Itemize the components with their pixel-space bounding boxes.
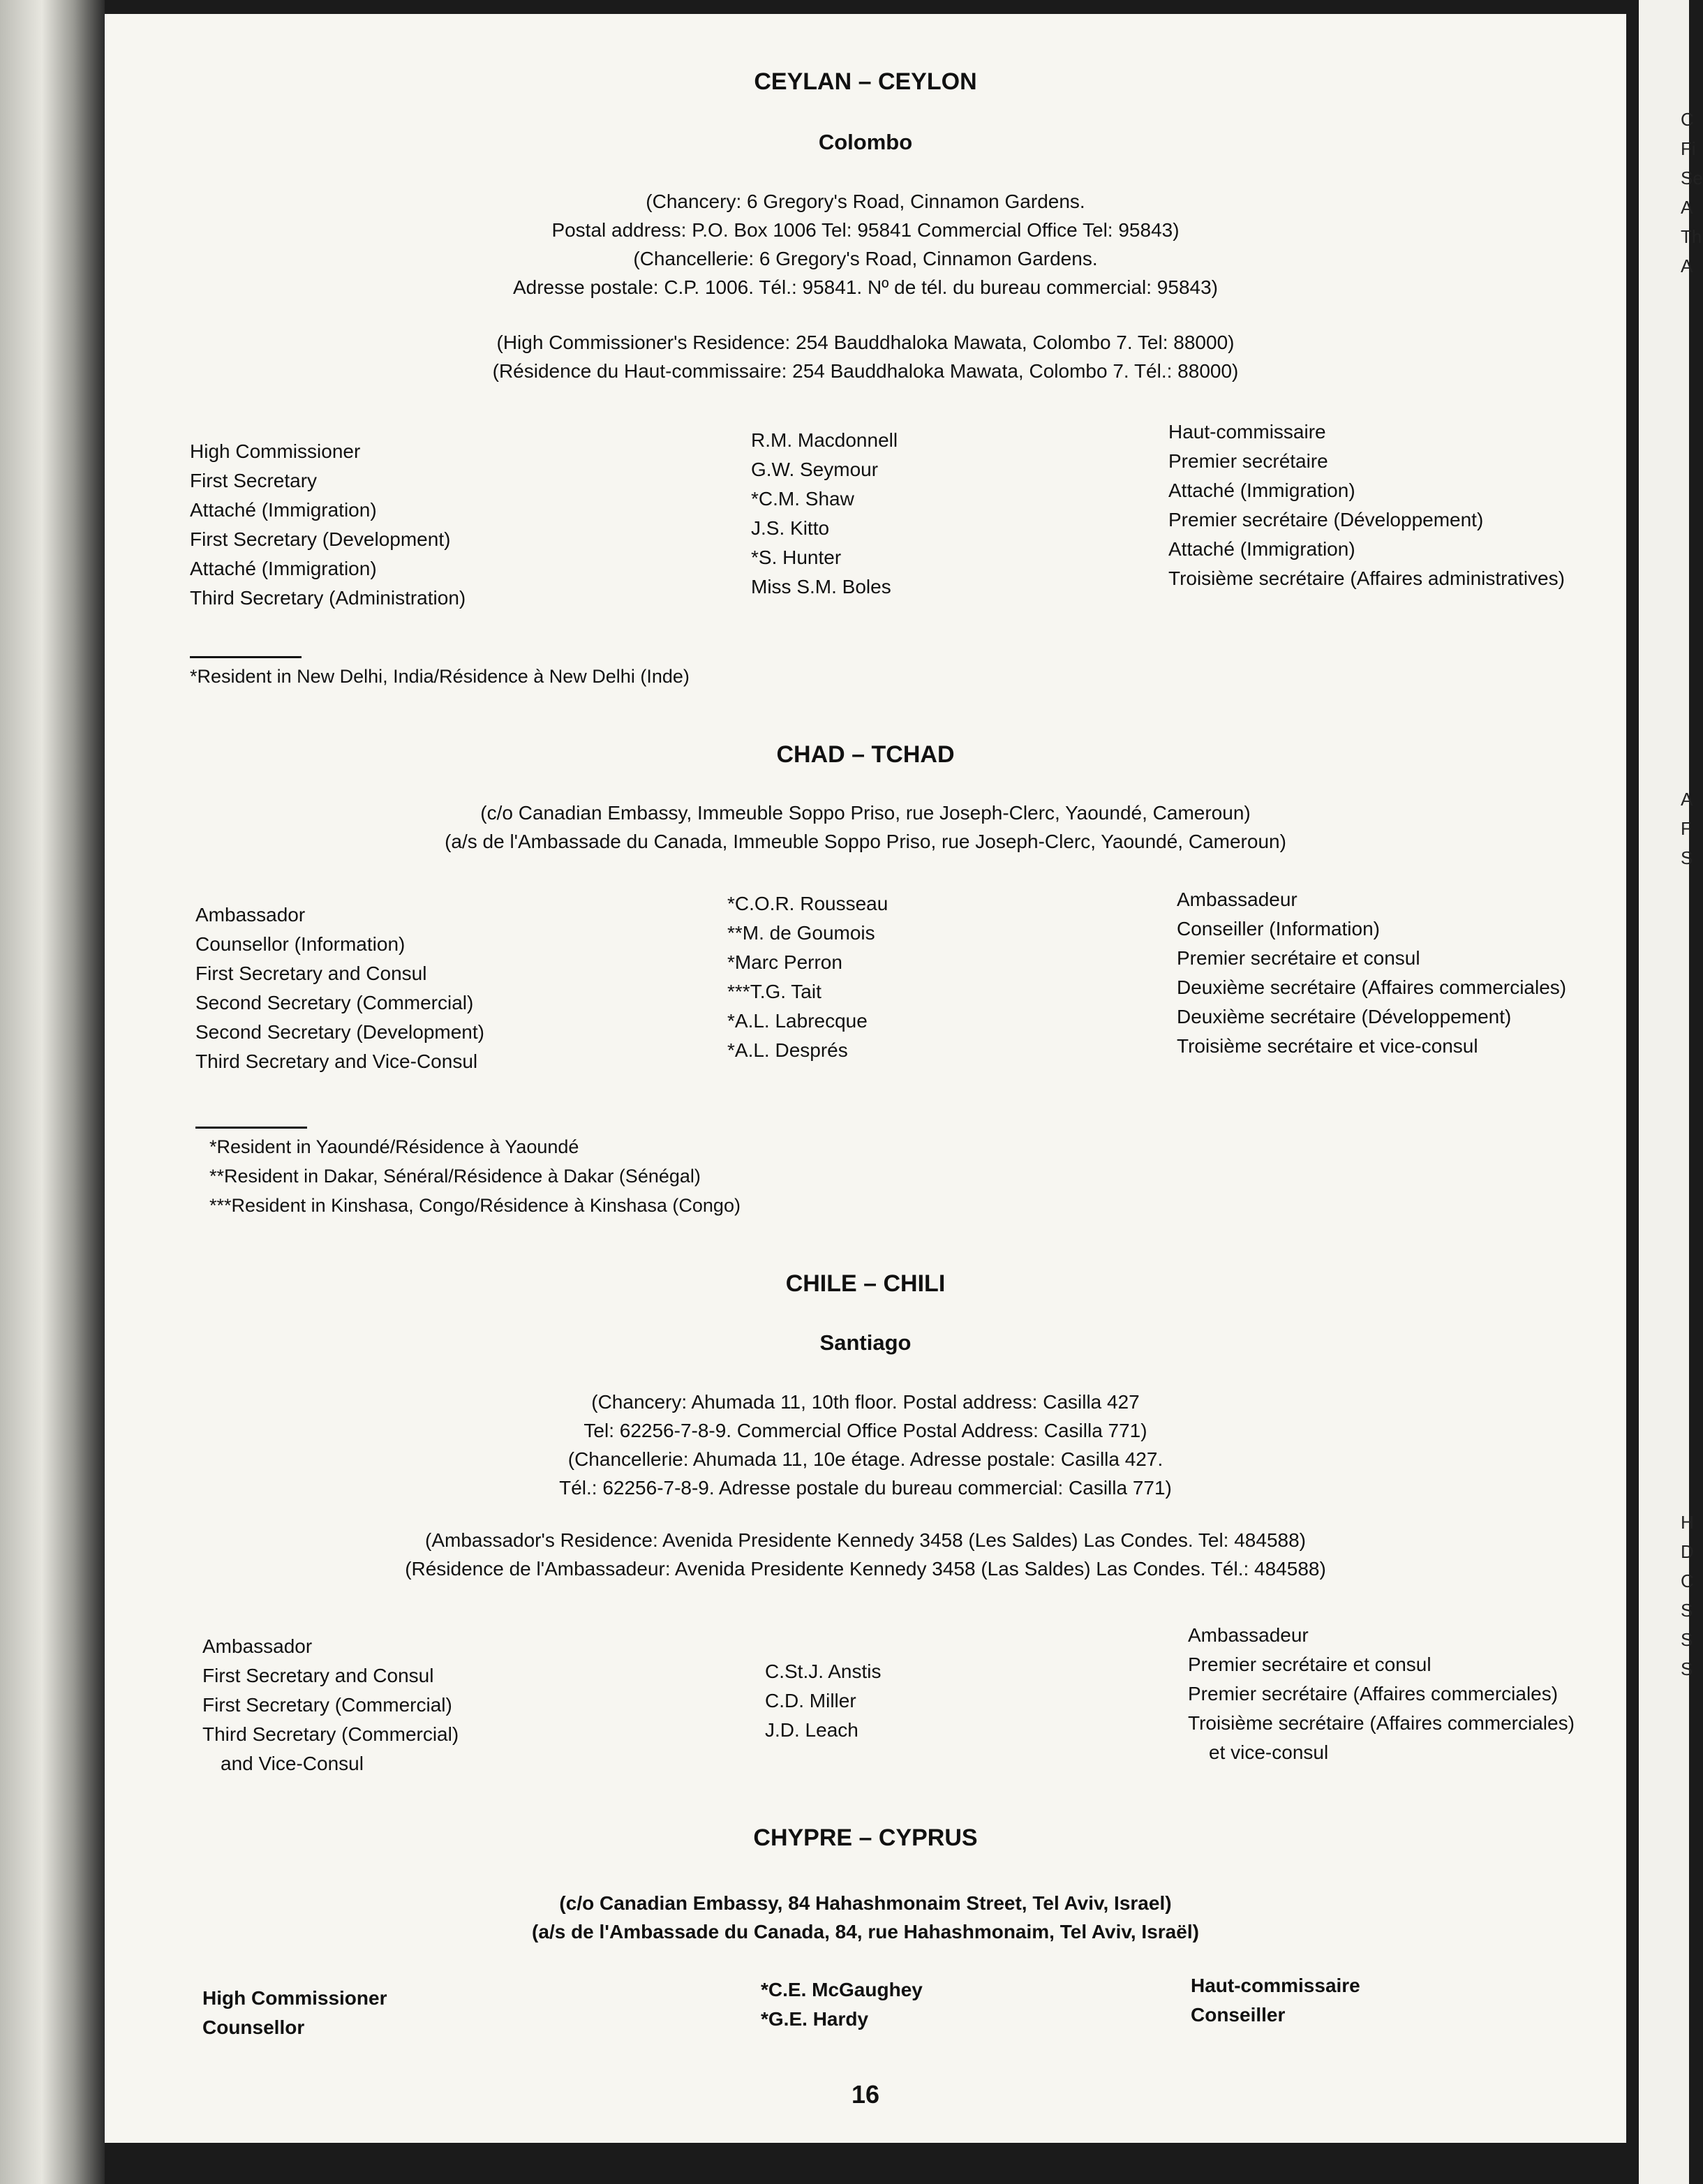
- address-line: (Chancery: 6 Gregory's Road, Cinnamon Gardens.: [646, 191, 1085, 212]
- staff-name: *S. Hunter: [751, 547, 842, 568]
- section-title-cyprus: CHYPRE – CYPRUS: [753, 1825, 978, 1851]
- facing-text: Se: [1681, 168, 1703, 188]
- city-colombo: Colombo: [818, 130, 913, 154]
- facing-text: H: [1681, 1512, 1694, 1533]
- title-fr: Haut-commissaire: [1191, 1975, 1360, 1996]
- footnote-rule: [190, 656, 302, 658]
- title-en: First Secretary and Consul: [195, 963, 427, 984]
- staff-name: *Marc Perron: [727, 951, 842, 973]
- chile-titles-en: [202, 1632, 459, 1778]
- staff-name: J.S. Kitto: [751, 517, 830, 539]
- address-line: (Chancellerie: 6 Gregory's Road, Cinnamon Gardens.: [633, 248, 1098, 269]
- chile-residence: [105, 1526, 1626, 1583]
- facing-text: F: [1681, 818, 1692, 839]
- facing-text: S: [1681, 847, 1693, 868]
- cyprus-titles-en: [202, 1984, 387, 2042]
- facing-text: S: [1681, 1600, 1693, 1621]
- title-fr: Troisième secrétaire et vice-consul: [1177, 1035, 1478, 1057]
- facing-text: C: [1681, 1570, 1694, 1591]
- address-line: (a/s de l'Ambassade du Canada, Immeuble Soppo Priso, rue Joseph-Clerc, Yaoundé, Cameroun): [445, 831, 1286, 852]
- footnote: *Resident in Yaoundé/Résidence à Yaoundé: [209, 1136, 579, 1157]
- facing-page-text-middle: [1681, 785, 1693, 872]
- title-fr: Premier secrétaire et consul: [1177, 947, 1420, 969]
- title-en: Third Secretary (Commercial): [202, 1723, 459, 1745]
- address-line: (a/s de l'Ambassade du Canada, 84, rue Hahashmonaim, Tel Aviv, Israël): [532, 1921, 1199, 1942]
- staff-name: J.D. Leach: [765, 1719, 858, 1741]
- facing-text: A: [1681, 255, 1693, 276]
- title-en: Counsellor: [202, 2016, 305, 2038]
- title-fr: Premier secrétaire (Affaires commerciales): [1188, 1683, 1559, 1704]
- title-fr: Attaché (Immigration): [1168, 538, 1355, 560]
- chile-names: [765, 1657, 882, 1745]
- staff-name: **M. de Goumois: [727, 922, 875, 944]
- footnote-rule: [195, 1127, 307, 1129]
- title-en: Second Secretary (Commercial): [195, 992, 474, 1013]
- title-en: First Secretary: [190, 470, 318, 491]
- residence-line: (High Commissioner's Residence: 254 Bauddhaloka Mawata, Colombo 7. Tel: 88000): [496, 332, 1235, 353]
- address-line: (c/o Canadian Embassy, Immeuble Soppo Priso, rue Joseph-Clerc, Yaoundé, Cameroun): [480, 802, 1251, 824]
- ceylon-titles-en: [190, 437, 466, 613]
- facing-text: D: [1681, 1541, 1694, 1562]
- title-en: Third Secretary and Vice-Consul: [195, 1050, 478, 1072]
- facing-page-text-top: [1681, 105, 1703, 281]
- ceylon-address: [105, 187, 1626, 302]
- residence-line: (Résidence de l'Ambassadeur: Avenida Presidente Kennedy 3458 (Las Saldes) Las Condes. Tél.: 484588): [405, 1558, 1326, 1580]
- footnote: ***Resident in Kinshasa, Congo/Résidence à Kinshasa (Congo): [209, 1195, 741, 1216]
- chad-titles-en: [195, 900, 484, 1076]
- book-binding-shadow: [0, 0, 105, 2184]
- facing-text: A: [1681, 789, 1693, 810]
- chad-names: [717, 889, 888, 1065]
- document-page: [105, 14, 1626, 2143]
- title-en: First Secretary (Development): [190, 528, 451, 550]
- chile-address: [105, 1388, 1626, 1502]
- facing-text: A: [1681, 197, 1693, 218]
- facing-text: Th: [1681, 226, 1702, 247]
- cyprus-titles-fr: [1191, 1971, 1360, 2030]
- title-fr: Premier secrétaire: [1168, 450, 1328, 472]
- facing-text: S: [1681, 1629, 1693, 1650]
- cyprus-names: [761, 1975, 923, 2034]
- city-santiago: Santiago: [819, 1330, 912, 1355]
- address-line: (Chancellerie: Ahumada 11, 10e étage. Adresse postale: Casilla 427.: [567, 1448, 1163, 1470]
- title-fr: Troisième secrétaire (Affaires commerciales): [1188, 1712, 1575, 1734]
- staff-name: *G.E. Hardy: [761, 2008, 869, 2030]
- title-en: High Commissioner: [202, 1987, 387, 2009]
- chile-titles-fr: [1188, 1621, 1575, 1767]
- title-fr: Troisième secrétaire (Affaires administratives): [1168, 567, 1565, 589]
- residence-line: (Ambassador's Residence: Avenida Presidente Kennedy 3458 (Les Saldes) Las Condes. Tel: 484588): [425, 1529, 1306, 1551]
- staff-name: ***T.G. Tait: [727, 981, 821, 1002]
- title-en: Counsellor (Information): [195, 933, 406, 955]
- ceylon-titles-fr: [1168, 417, 1565, 593]
- title-en: Attaché (Immigration): [190, 499, 377, 521]
- chad-titles-fr: [1177, 885, 1566, 1061]
- address-line: Adresse postale: C.P. 1006. Tél.: 95841. Nº de tél. du bureau commercial: 95843): [512, 276, 1218, 298]
- title-en: Ambassador: [202, 1635, 313, 1657]
- title-fr: Attaché (Immigration): [1168, 480, 1355, 501]
- cyprus-address: [105, 1889, 1626, 1946]
- title-en: High Commissioner: [190, 440, 361, 462]
- title-fr: Deuxième secrétaire (Affaires commerciales): [1177, 976, 1567, 998]
- title-fr: Conseiller: [1191, 2004, 1286, 2026]
- staff-name: R.M. Macdonnell: [751, 429, 898, 451]
- section-title-chad: CHAD – TCHAD: [776, 741, 955, 768]
- title-fr: Ambassadeur: [1177, 889, 1297, 910]
- title-en: Ambassador: [195, 904, 306, 926]
- chad-address: [105, 798, 1626, 856]
- title-fr: Haut-commissaire: [1168, 421, 1326, 443]
- section-title-ceylon: CEYLAN – CEYLON: [754, 68, 977, 95]
- address-line: Tél.: 62256-7-8-9. Adresse postale du bureau commercial: Casilla 771): [559, 1477, 1172, 1499]
- title-en: First Secretary (Commercial): [202, 1694, 452, 1716]
- facing-text: Fi: [1681, 138, 1696, 159]
- staff-name: *C.E. McGaughey: [761, 1979, 923, 2000]
- staff-name: C.St.J. Anstis: [765, 1661, 882, 1682]
- staff-name: G.W. Seymour: [751, 459, 879, 480]
- title-fr: Conseiller (Information): [1177, 918, 1380, 939]
- staff-name: *C.O.R. Rousseau: [727, 893, 888, 914]
- page-number: 16: [851, 2080, 880, 2109]
- title-en: First Secretary and Consul: [202, 1665, 434, 1686]
- section-title-chile: CHILE – CHILI: [785, 1270, 946, 1297]
- staff-name: C.D. Miller: [765, 1690, 856, 1711]
- address-line: Postal address: P.O. Box 1006 Tel: 95841 Commercial Office Tel: 95843): [551, 219, 1180, 241]
- footnote: **Resident in Dakar, Sénéral/Résidence à Dakar (Sénégal): [209, 1166, 701, 1187]
- title-en: Second Secretary (Development): [195, 1021, 484, 1043]
- title-en: Third Secretary (Administration): [190, 587, 466, 609]
- staff-name: *A.L. Després: [727, 1039, 848, 1061]
- title-fr: Ambassadeur: [1188, 1624, 1309, 1646]
- facing-page-text-lower: [1681, 1508, 1694, 1684]
- ceylon-footnotes: [190, 662, 690, 691]
- staff-name: *C.M. Shaw: [751, 488, 854, 510]
- ceylon-names: [741, 426, 898, 602]
- title-en: and Vice-Consul: [221, 1753, 364, 1774]
- residence-line: (Résidence du Haut-commissaire: 254 Bauddhaloka Mawata, Colombo 7. Tél.: 88000): [492, 360, 1239, 382]
- page-gutter: [1626, 0, 1639, 2184]
- facing-text: S: [1681, 1658, 1693, 1679]
- footnote: *Resident in New Delhi, India/Résidence à New Delhi (Inde): [190, 666, 690, 687]
- title-en: Attaché (Immigration): [190, 558, 377, 579]
- title-fr: Deuxième secrétaire (Développement): [1177, 1006, 1512, 1027]
- facing-text: C: [1681, 109, 1694, 130]
- address-line: (Chancery: Ahumada 11, 10th floor. Postal address: Casilla 427: [591, 1391, 1140, 1413]
- title-fr: Premier secrétaire et consul: [1188, 1654, 1431, 1675]
- staff-name: Miss S.M. Boles: [751, 576, 891, 597]
- title-fr: et vice-consul: [1209, 1741, 1329, 1763]
- chad-footnotes: [209, 1132, 741, 1220]
- facing-page-edge: [1626, 0, 1689, 2184]
- address-line: (c/o Canadian Embassy, 84 Hahashmonaim Street, Tel Aviv, Israel): [559, 1892, 1172, 1914]
- title-fr: Premier secrétaire (Développement): [1168, 509, 1484, 530]
- ceylon-residence: [105, 328, 1626, 385]
- address-line: Tel: 62256-7-8-9. Commercial Office Postal Address: Casilla 771): [583, 1420, 1147, 1441]
- staff-name: *A.L. Labrecque: [727, 1010, 868, 1032]
